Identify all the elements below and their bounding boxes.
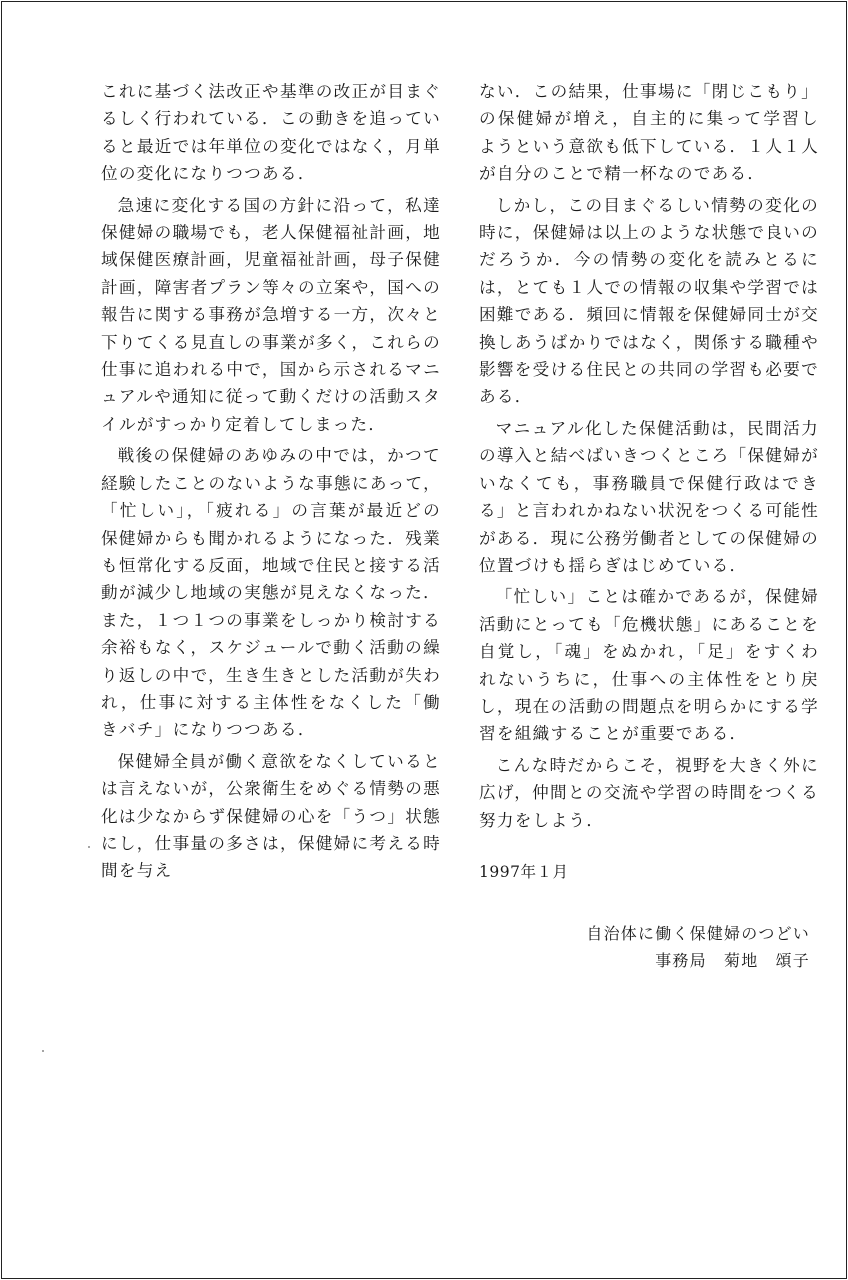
date: 1997年１月 (479, 863, 569, 881)
paragraph: 保健婦全員が働く意欲をなくしているとは言えないが，公衆衛生をめぐる情勢の悪化は少なからず保健婦の心を「うつ」状態にし，仕事量の多さは，保健婦に考える時間を与え (101, 751, 441, 881)
scan-speck (42, 1050, 44, 1052)
paragraph: 「忙しい」ことは確かであるが，保健婦活動にとっても「危機状態」にあることを自覚し，「魂」をぬかれ，「足」をすくわれないうちに，仕事への主体性をとり戻し，現在の活動の問題点を明らかにする学習を組織することが重要である． (479, 587, 819, 744)
left-text-column (101, 78, 441, 885)
paragraph: しかし，この目まぐるしい情勢の変化の時に，保健婦は以上のような状態で良いのだろうか．今の情勢の変化を読みとるには，とても１人での情報の収集や学習では困難である．頻回に情報を保健婦同士が交換しあうばかりではなく，関係する職種や影響を受ける住民との共同の学習も必要である． (479, 195, 819, 407)
paragraph: ない．この結果，仕事場に「閉じこもり」の保健婦が増え，自主的に集って学習しようという意欲も低下している．１人１人が自分のことで精一杯なのである． (479, 82, 819, 184)
paragraph: これに基づく法改正や基準の改正が目まぐるしく行われている．この動きを追っていると最近では年単位の変化ではなく，月単位の変化になりつつある． (101, 82, 441, 184)
signature-organization: 自治体に働く保健婦のつどい (586, 924, 810, 943)
scan-speck (88, 846, 90, 848)
signature-block (586, 920, 810, 974)
signature-name: 事務局 菊地 頌子 (655, 951, 810, 970)
paragraph: マニュアル化した保健活動は，民間活力の導入と結べばいきつくところ「保健婦がいなくても，事務職員で保健行政はできる」と言われかねない状況をつくる可能性がある．現に公務労働者としての保健婦の位置づけも揺らぎはじめている． (479, 418, 819, 575)
paragraph: 戦後の保健婦のあゆみの中では，かつて経験したことのないような事態にあって，「忙しい」，「疲れる」の言葉が最近どの保健婦からも聞かれるようになった．残業も恒常化する反面，地域で住民と接する活動が減少し地域の実態が見えなくなった．また，１つ１つの事業をしっかり検討する余裕もなく，スケジュールで動く活動の繰り返しの中で，生き生きとした活動が失われ，仕事に対する主体性をなくした「働きバチ」になりつつある． (101, 446, 441, 740)
paragraph: 急速に変化する国の方針に沿って，私達保健婦の職場でも，老人保健福祉計画，地域保健医療計画，児童福祉計画，母子保健計画，障害者プラン等々の立案や，国への報告に関する事務が急増する一方，次々と下りてくる見直しの事業が多く，これらの仕事に追われる中で，国から示されるマニュアルや通知に従って動くだけの活動スタイルがすっかり定着してしまった． (101, 195, 441, 434)
right-text-column (479, 78, 819, 834)
paragraph: こんな時だからこそ，視野を大きく外に広げ，仲間との交流や学習の時間をつくる努力をしよう． (479, 755, 819, 830)
